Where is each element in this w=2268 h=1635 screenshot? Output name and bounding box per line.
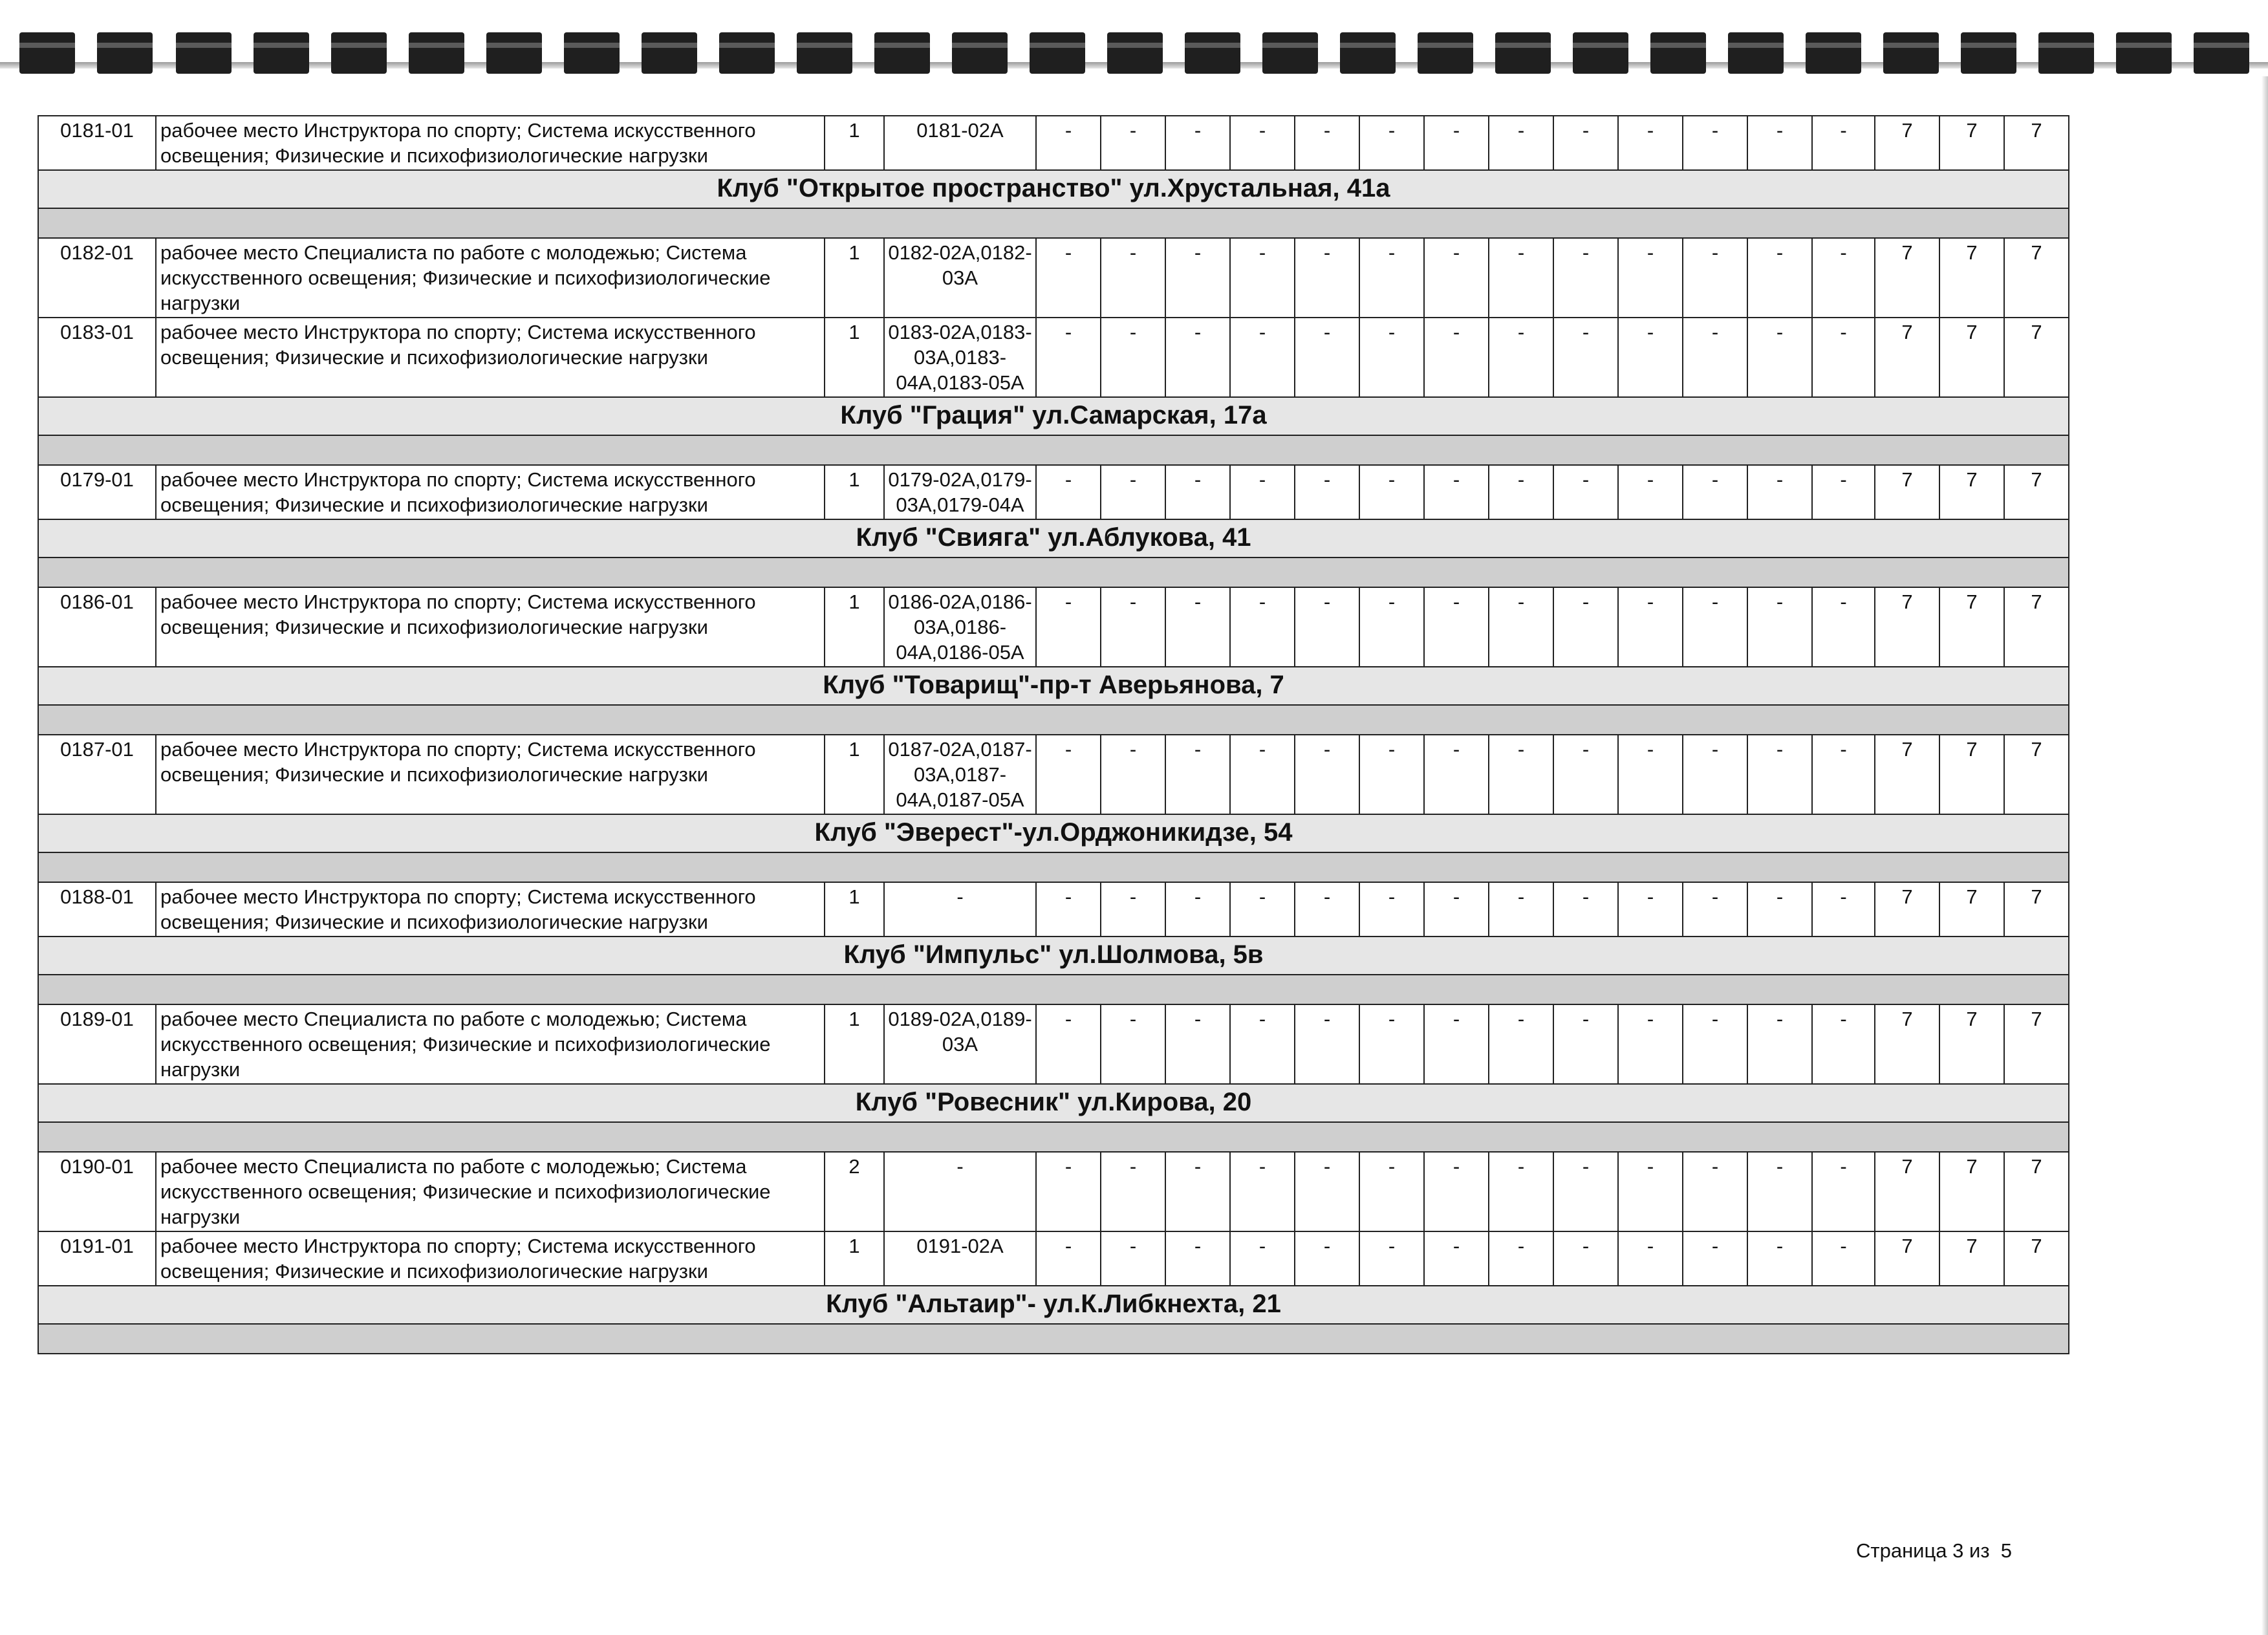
page-current: 3 [1952,1539,1964,1562]
factor-cell: - [1101,238,1165,318]
binding-ring [19,32,75,74]
binding-ring [1262,32,1318,74]
factor-cell: - [1553,587,1618,667]
workplace-description: рабочее место Инструктора по спорту; Система искусственного освещения; Физические и психофизиологические нагрузки [156,1231,825,1286]
factor-cell: - [1812,1152,1875,1231]
factor-cell: - [1424,1004,1489,1084]
factor-cell: - [1553,1152,1618,1231]
binding-ring [1030,32,1085,74]
factor-cell: - [1424,587,1489,667]
binding-ring [1650,32,1706,74]
workplace-count: 1 [825,238,884,318]
factor-cell: - [1295,1152,1359,1231]
workplace-code: 0187-01 [38,735,156,814]
factor-cell: - [1424,238,1489,318]
factor-cell: - [1812,465,1875,519]
factor-cell: - [1359,238,1424,318]
factor-cell: - [1489,238,1553,318]
club-header-row [38,1286,2069,1324]
section-separator-row [38,1324,2069,1354]
factor-cell: - [1101,735,1165,814]
workplace-code: 0191-01 [38,1231,156,1286]
table-row [38,587,2069,667]
factor-cell: - [1683,238,1747,318]
club-title: Клуб "Эверест"-ул.Орджоникидзе, 54 [38,814,2069,852]
factor-cell: - [1747,116,1812,170]
factor-cell: - [1683,465,1747,519]
factor-cell: - [1618,882,1683,937]
binding-ring [2116,32,2172,74]
factor-cell: - [1230,735,1295,814]
factor-cell: - [1036,587,1101,667]
club-title: Клуб "Открытое пространство" ул.Хрустальная, 41а [38,170,2069,208]
factor-cell: - [1230,116,1295,170]
factor-cell: - [1424,318,1489,397]
factor-cell: - [1747,1231,1812,1286]
section-separator-row [38,208,2069,238]
factor-cell: - [1812,735,1875,814]
factor-cell: - [1165,735,1230,814]
value-cell: 7 [2004,1004,2069,1084]
factor-cell: - [1165,465,1230,519]
factor-cell: - [1812,238,1875,318]
factor-cell: - [1101,318,1165,397]
value-cell: 7 [1939,238,2004,318]
binding-ring [952,32,1008,74]
workplace-code: 0189-01 [38,1004,156,1084]
factor-cell: - [1812,1231,1875,1286]
value-cell: 7 [1875,1004,1939,1084]
factor-cell: - [1230,1004,1295,1084]
factor-cell: - [1036,238,1101,318]
factor-cell: - [1812,1004,1875,1084]
table-row [38,238,2069,318]
workplace-description: рабочее место Инструктора по спорту; Система искусственного освещения; Физические и психофизиологические нагрузки [156,735,825,814]
section-separator-row [38,975,2069,1004]
factor-cell: - [1683,318,1747,397]
factor-cell: - [1553,318,1618,397]
factor-cell: - [1359,587,1424,667]
separator-cell [38,1122,2069,1152]
value-cell: 7 [2004,1152,2069,1231]
value-cell: 7 [1939,116,2004,170]
factor-cell: - [1295,318,1359,397]
binding-ring [97,32,153,74]
factor-cell: - [1165,318,1230,397]
similar-workplaces: 0186-02А,0186-03А,0186-04А,0186-05А [884,587,1036,667]
factor-cell: - [1489,116,1553,170]
separator-cell [38,852,2069,882]
factor-cell: - [1359,116,1424,170]
workplace-count: 1 [825,882,884,937]
similar-workplaces: 0189-02А,0189-03А [884,1004,1036,1084]
factor-cell: - [1553,882,1618,937]
club-header-row [38,519,2069,558]
binding-ring [1883,32,1939,74]
similar-workplaces: 0187-02А,0187-03А,0187-04А,0187-05А [884,735,1036,814]
value-cell: 7 [1875,116,1939,170]
binding-ring [564,32,620,74]
workplace-description: рабочее место Инструктора по спорту; Система искусственного освещения; Физические и психофизиологические нагрузки [156,587,825,667]
workplace-code: 0190-01 [38,1152,156,1231]
binding-ring [874,32,930,74]
factor-cell: - [1165,1231,1230,1286]
factor-cell: - [1683,587,1747,667]
value-cell: 7 [1939,882,2004,937]
value-cell: 7 [1875,735,1939,814]
value-cell: 7 [1875,318,1939,397]
factor-cell: - [1101,882,1165,937]
value-cell: 7 [1939,465,2004,519]
factor-cell: - [1489,318,1553,397]
factor-cell: - [1359,318,1424,397]
workplace-code: 0181-01 [38,116,156,170]
section-separator-row [38,705,2069,735]
factor-cell: - [1747,238,1812,318]
binding-ring [176,32,232,74]
factor-cell: - [1747,735,1812,814]
factor-cell: - [1036,1152,1101,1231]
factor-cell: - [1489,735,1553,814]
factor-cell: - [1683,882,1747,937]
similar-workplaces: 0191-02А [884,1231,1036,1286]
factor-cell: - [1489,882,1553,937]
factor-cell: - [1295,587,1359,667]
workplace-description: рабочее место Инструктора по спорту; Система искусственного освещения; Физические и психофизиологические нагрузки [156,465,825,519]
factor-cell: - [1618,735,1683,814]
factor-cell: - [1747,1004,1812,1084]
factor-cell: - [1165,1152,1230,1231]
factor-cell: - [1618,1152,1683,1231]
binding-ring [642,32,697,74]
page-of: из [1969,1539,1990,1562]
factor-cell: - [1036,116,1101,170]
similar-workplaces: 0182-02А,0182-03А [884,238,1036,318]
factor-cell: - [1424,735,1489,814]
factor-cell: - [1489,587,1553,667]
section-separator-row [38,852,2069,882]
factor-cell: - [1424,465,1489,519]
workplace-count: 1 [825,1231,884,1286]
similar-workplaces: - [884,882,1036,937]
factor-cell: - [1618,587,1683,667]
value-cell: 7 [1939,735,2004,814]
separator-cell [38,1324,2069,1354]
factor-cell: - [1618,1231,1683,1286]
factor-cell: - [1101,587,1165,667]
value-cell: 7 [1875,1231,1939,1286]
factor-cell: - [1553,735,1618,814]
club-header-row [38,170,2069,208]
workplace-count: 1 [825,116,884,170]
workplace-code: 0183-01 [38,318,156,397]
factor-cell: - [1618,465,1683,519]
value-cell: 7 [2004,116,2069,170]
factor-cell: - [1230,465,1295,519]
club-title: Клуб "Ровесник" ул.Кирова, 20 [38,1084,2069,1122]
factor-cell: - [1683,735,1747,814]
value-cell: 7 [2004,882,2069,937]
binding-ring [797,32,852,74]
binding-strip [0,0,2268,76]
binding-ring [331,32,387,74]
value-cell: 7 [1875,882,1939,937]
value-cell: 7 [1939,587,2004,667]
workplace-description: рабочее место Инструктора по спорту; Система искусственного освещения; Физические и психофизиологические нагрузки [156,116,825,170]
workplace-count: 1 [825,1004,884,1084]
factor-cell: - [1489,1152,1553,1231]
separator-cell [38,435,2069,465]
factor-cell: - [1101,465,1165,519]
club-header-row [38,1084,2069,1122]
factor-cell: - [1683,116,1747,170]
value-cell: 7 [2004,1231,2069,1286]
table-row [38,1004,2069,1084]
factor-cell: - [1359,1152,1424,1231]
factor-cell: - [1230,1152,1295,1231]
value-cell: 7 [2004,465,2069,519]
page-edge-shadow [2262,76,2268,1635]
club-header-row [38,937,2069,975]
section-separator-row [38,558,2069,587]
workplace-code: 0182-01 [38,238,156,318]
table-row [38,116,2069,170]
table-row [38,735,2069,814]
value-cell: 7 [1939,1004,2004,1084]
factor-cell: - [1230,587,1295,667]
separator-cell [38,705,2069,735]
page-number [1856,1539,2012,1563]
binding-ring [486,32,542,74]
factor-cell: - [1165,116,1230,170]
factor-cell: - [1489,465,1553,519]
binding-ring [409,32,464,74]
value-cell: 7 [2004,318,2069,397]
binding-ring [1806,32,1861,74]
factor-cell: - [1812,318,1875,397]
similar-workplaces: 0179-02А,0179-03А,0179-04А [884,465,1036,519]
similar-workplaces: 0181-02А [884,116,1036,170]
club-title: Клуб "Импульс" ул.Шолмова, 5в [38,937,2069,975]
club-header-row [38,814,2069,852]
workplace-code: 0186-01 [38,587,156,667]
section-separator-row [38,435,2069,465]
factor-cell: - [1295,1231,1359,1286]
factor-cell: - [1101,1152,1165,1231]
club-title: Клуб "Альтаир"- ул.К.Либкнехта, 21 [38,1286,2069,1324]
workplace-count: 2 [825,1152,884,1231]
factor-cell: - [1553,116,1618,170]
factor-cell: - [1101,116,1165,170]
factor-cell: - [1359,882,1424,937]
binding-ring [1107,32,1163,74]
workplace-count: 1 [825,465,884,519]
value-cell: 7 [1939,1231,2004,1286]
club-title: Клуб "Грация" ул.Самарская, 17а [38,397,2069,435]
value-cell: 7 [1875,465,1939,519]
factor-cell: - [1359,1231,1424,1286]
factor-cell: - [1165,882,1230,937]
binding-ring [719,32,775,74]
factor-cell: - [1747,1152,1812,1231]
binding-ring [1340,32,1396,74]
separator-cell [38,975,2069,1004]
value-cell: 7 [2004,735,2069,814]
binding-ring [1961,32,2016,74]
factor-cell: - [1295,238,1359,318]
factor-cell: - [1618,1004,1683,1084]
factor-cell: - [1359,735,1424,814]
factor-cell: - [1036,1004,1101,1084]
value-cell: 7 [1939,318,2004,397]
similar-workplaces: 0183-02А,0183-03А,0183-04А,0183-05А [884,318,1036,397]
value-cell: 7 [1875,1152,1939,1231]
factor-cell: - [1747,587,1812,667]
factor-cell: - [1230,882,1295,937]
table-row [38,318,2069,397]
workplace-code: 0179-01 [38,465,156,519]
factor-cell: - [1101,1004,1165,1084]
factor-cell: - [1618,116,1683,170]
value-cell: 7 [1875,238,1939,318]
factor-cell: - [1165,587,1230,667]
workplace-description: рабочее место Специалиста по работе с молодежью; Система искусственного освещения; Физические и психофизиологические нагрузки [156,1004,825,1084]
workplace-code: 0188-01 [38,882,156,937]
separator-cell [38,558,2069,587]
factor-cell: - [1036,318,1101,397]
factor-cell: - [1359,1004,1424,1084]
factor-cell: - [1424,1231,1489,1286]
factor-cell: - [1101,1231,1165,1286]
factor-cell: - [1036,1231,1101,1286]
factor-cell: - [1359,465,1424,519]
value-cell: 7 [2004,587,2069,667]
value-cell: 7 [1875,587,1939,667]
factor-cell: - [1812,116,1875,170]
workplace-count: 1 [825,735,884,814]
factor-cell: - [1295,735,1359,814]
factor-cell: - [1489,1231,1553,1286]
table-row [38,1231,2069,1286]
workplace-description: рабочее место Инструктора по спорту; Система искусственного освещения; Физические и психофизиологические нагрузки [156,882,825,937]
factor-cell: - [1747,882,1812,937]
factor-cell: - [1295,1004,1359,1084]
workplace-description: рабочее место Инструктора по спорту; Система искусственного освещения; Физические и психофизиологические нагрузки [156,318,825,397]
table-row [38,1152,2069,1231]
factor-cell: - [1295,116,1359,170]
binding-ring [1573,32,1628,74]
factor-cell: - [1683,1231,1747,1286]
factor-cell: - [1553,1231,1618,1286]
factor-cell: - [1553,1004,1618,1084]
attestation-table [38,115,2069,1354]
factor-cell: - [1747,465,1812,519]
factor-cell: - [1747,318,1812,397]
binding-ring [2194,32,2249,74]
club-header-row [38,667,2069,705]
page-total: 5 [2000,1539,2013,1562]
binding-ring [254,32,309,74]
factor-cell: - [1230,1231,1295,1286]
binding-ring [1495,32,1551,74]
value-cell: 7 [2004,238,2069,318]
factor-cell: - [1424,116,1489,170]
factor-cell: - [1812,587,1875,667]
factor-cell: - [1036,465,1101,519]
page-label: Страница [1856,1539,1947,1562]
workplace-description: рабочее место Специалиста по работе с молодежью; Система искусственного освещения; Физические и психофизиологические нагрузки [156,238,825,318]
table-row [38,465,2069,519]
binding-ring [1185,32,1240,74]
factor-cell: - [1036,882,1101,937]
table-body [38,116,2069,1354]
separator-cell [38,208,2069,238]
factor-cell: - [1165,238,1230,318]
factor-cell: - [1230,318,1295,397]
workplace-count: 1 [825,587,884,667]
workplace-count: 1 [825,318,884,397]
workplace-description: рабочее место Специалиста по работе с молодежью; Система искусственного освещения; Физические и психофизиологические нагрузки [156,1152,825,1231]
factor-cell: - [1295,882,1359,937]
factor-cell: - [1165,1004,1230,1084]
factor-cell: - [1424,1152,1489,1231]
table-row [38,882,2069,937]
factor-cell: - [1812,882,1875,937]
similar-workplaces: - [884,1152,1036,1231]
club-title: Клуб "Свияга" ул.Аблукова, 41 [38,519,2069,558]
value-cell: 7 [1939,1152,2004,1231]
factor-cell: - [1683,1152,1747,1231]
factor-cell: - [1424,882,1489,937]
factor-cell: - [1489,1004,1553,1084]
factor-cell: - [1230,238,1295,318]
binding-ring [2038,32,2094,74]
factor-cell: - [1683,1004,1747,1084]
club-title: Клуб "Товарищ"-пр-т Аверьянова, 7 [38,667,2069,705]
section-separator-row [38,1122,2069,1152]
club-header-row [38,397,2069,435]
factor-cell: - [1618,238,1683,318]
binding-ring [1728,32,1784,74]
binding-ring [1418,32,1473,74]
factor-cell: - [1553,238,1618,318]
factor-cell: - [1295,465,1359,519]
factor-cell: - [1036,735,1101,814]
factor-cell: - [1618,318,1683,397]
factor-cell: - [1553,465,1618,519]
